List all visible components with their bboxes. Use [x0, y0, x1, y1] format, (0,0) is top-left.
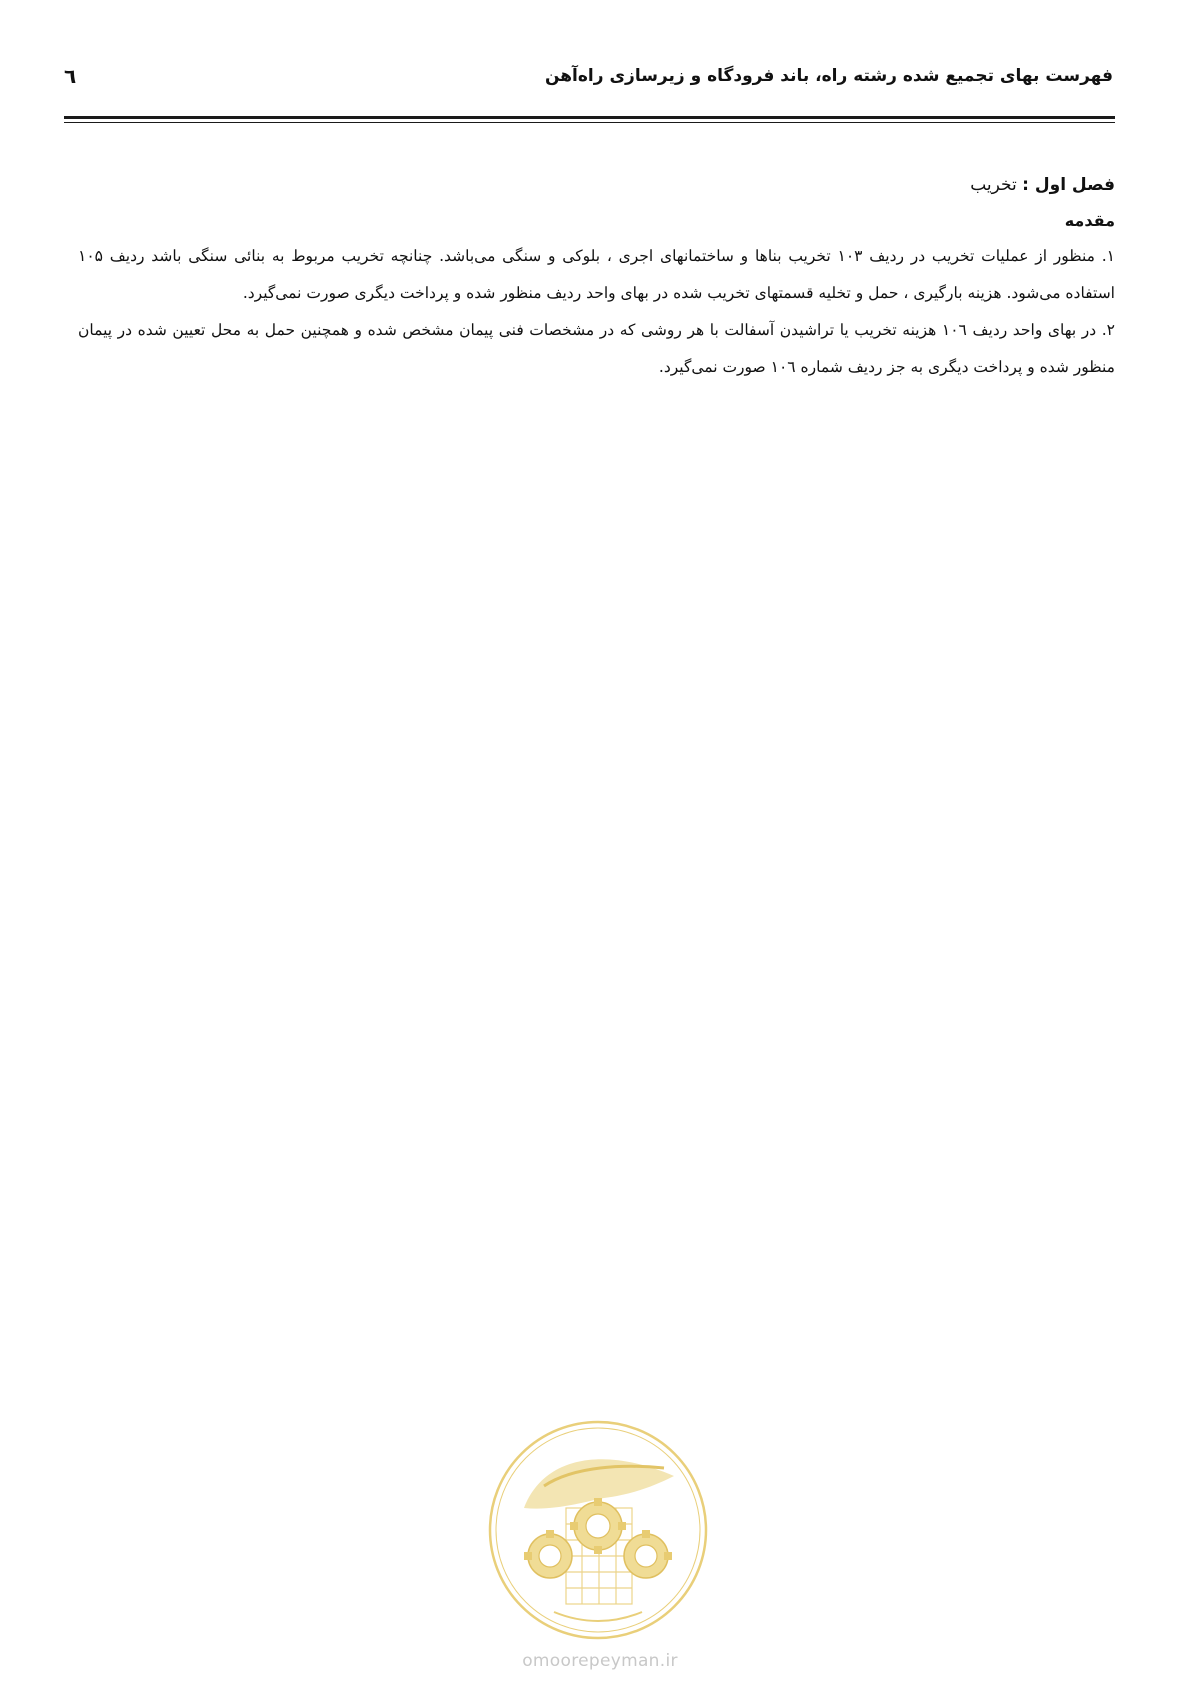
page-header [64, 62, 1113, 102]
watermark-url: omoorepeyman.ir [522, 1651, 678, 1671]
paragraph-1: ۱. منظور از عملیات تخریب در ردیف ۱۰۳ تخریب بناها و ساختمانهای اجری ، بلوکی و سنگی می‌باشد. چنانچه تخریب مربوط به بنائی سنگی باشد ردیف ۱۰۵ استفاده می‌شود. هزینه بارگیری ، حمل و تخلیه قسمتهای تخریب شده در بهای واحد ردیف منظور شده و پرداخت دیگری صورت نمی‌گیرد. [78, 247, 1115, 302]
chapter-label: فصل اول : [1022, 175, 1115, 195]
page-number: ٦ [64, 64, 77, 88]
header-title: فهرست بهای تجمیع شده رشته راه، باند فرودگاه و زیرسازی راه‌آهن [544, 66, 1113, 86]
chapter-name: تخریب [970, 175, 1017, 195]
chapter-title [78, 170, 1115, 200]
section-heading: مقدمه [1064, 211, 1115, 230]
paragraph-2: ۲. در بهای واحد ردیف ۱۰٦ هزینه تخریب یا تراشیدن آسفالت با هر روشی که در مشخصات فنی پیمان مشخص شده و همچنین حمل به محل تعیین شده در پیمان منظور شده و پرداخت دیگری به جز ردیف شماره ۱۰٦ صورت نمی‌گیرد. [78, 321, 1115, 376]
header-rule-thin [64, 122, 1115, 123]
watermark-seal-icon [484, 1416, 712, 1644]
document-body [78, 170, 1115, 386]
header-rule-thick [64, 116, 1115, 119]
